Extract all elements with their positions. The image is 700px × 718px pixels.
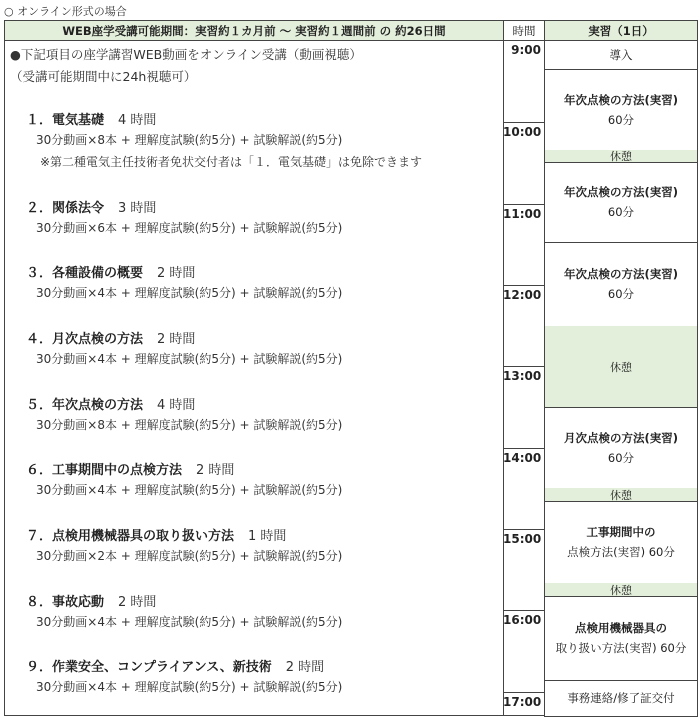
time-divider bbox=[503, 285, 545, 286]
slot-text: 60分 bbox=[607, 450, 635, 465]
practice-slot bbox=[544, 407, 698, 489]
subject-hours: 1 時間 bbox=[248, 529, 287, 544]
subject-hours: 4 時間 bbox=[157, 398, 196, 413]
time-label: 17:00 bbox=[503, 695, 542, 709]
subject-title bbox=[26, 262, 195, 281]
time-header: 時間 bbox=[503, 20, 545, 41]
subject-name: １．電気基礎 bbox=[26, 113, 105, 128]
time-divider bbox=[503, 448, 545, 449]
time-divider bbox=[503, 692, 545, 693]
practice-slot bbox=[544, 680, 698, 717]
time-label: 10:00 bbox=[503, 125, 542, 139]
subject-detail: 30分動画×8本 + 理解度試験(約5分) + 試験解説(約5分) bbox=[36, 133, 343, 147]
subject-name: ２．関係法令 bbox=[26, 201, 105, 216]
time-divider bbox=[503, 122, 545, 123]
slot-text: 休憩 bbox=[610, 360, 632, 374]
subject-title bbox=[26, 525, 286, 544]
time-label: 14:00 bbox=[503, 451, 542, 465]
time-divider bbox=[503, 366, 545, 367]
practice-header: 実習（1日） bbox=[544, 20, 698, 41]
time-divider bbox=[503, 204, 545, 205]
time-label: 9:00 bbox=[511, 43, 541, 57]
subject-detail: 30分動画×4本 + 理解度試験(約5分) + 試験解説(約5分) bbox=[36, 615, 343, 629]
slot-text: 60分 bbox=[607, 287, 635, 301]
time-label: 16:00 bbox=[503, 613, 542, 627]
practice-slot bbox=[544, 501, 698, 584]
time-divider bbox=[503, 529, 545, 530]
intro-line-1: ●下記項目の座学講習WEB動画をオンライン受講（動画視聴） bbox=[10, 47, 362, 62]
period-header: WEB座学受講可能期間：実習約１カ月前 ～ 実習約１週間前 の 約26日間 bbox=[4, 20, 504, 41]
intro-line-2: （受講可能期間中に24h視聴可） bbox=[10, 69, 197, 84]
subject-name: ３．各種設備の概要 bbox=[26, 266, 144, 281]
subject-hours: 4 時間 bbox=[118, 113, 157, 128]
subject-detail: 30分動画×2本 + 理解度試験(約5分) + 試験解説(約5分) bbox=[36, 549, 343, 563]
slot-text: 60分 bbox=[607, 205, 635, 219]
subject-name: ７．点検用機械器具の取り扱い方法 bbox=[26, 529, 235, 544]
subject-note: ※第二種電気主任技術者免状交付者は「１．電気基礎」は免除できます bbox=[40, 155, 423, 169]
slot-text: 点検方法(実習) 60分 bbox=[567, 545, 675, 559]
slot-text: 月次点検の方法(実習) bbox=[563, 430, 678, 445]
practice-slot bbox=[544, 596, 698, 681]
subject-title bbox=[26, 656, 324, 675]
slot-text: 休憩 bbox=[610, 150, 632, 163]
subject-name: ５．年次点検の方法 bbox=[26, 398, 144, 413]
slot-text: 年次点検の方法(実習) bbox=[563, 92, 678, 107]
subject-name: ４．月次点検の方法 bbox=[26, 332, 144, 347]
time-label: 11:00 bbox=[503, 207, 542, 221]
slot-text: 工事期間中の bbox=[586, 525, 656, 539]
slot-text: 取り扱い方法(実習) 60分 bbox=[555, 641, 687, 655]
subject-hours: 2 時間 bbox=[157, 266, 196, 281]
subject-title bbox=[26, 109, 156, 128]
time-label: 13:00 bbox=[503, 369, 542, 383]
subject-title bbox=[26, 197, 156, 216]
practice-slot bbox=[544, 40, 698, 70]
subject-name: ６．工事期間中の点検方法 bbox=[26, 463, 183, 478]
subject-title bbox=[26, 591, 156, 610]
slot-text: 休憩 bbox=[610, 583, 632, 597]
subject-name: ９．作業安全、コンプライアンス、新技術 bbox=[26, 660, 272, 675]
subject-detail: 30分動画×4本 + 理解度試験(約5分) + 試験解説(約5分) bbox=[36, 286, 343, 300]
slot-text: 点検用機械器具の bbox=[575, 621, 667, 635]
subject-hours: 2 時間 bbox=[285, 660, 325, 675]
subject-hours: 2 時間 bbox=[118, 595, 157, 610]
subject-detail: 30分動画×4本 + 理解度試験(約5分) + 試験解説(約5分) bbox=[36, 680, 343, 694]
practice-slot bbox=[544, 69, 698, 151]
time-label: 15:00 bbox=[503, 532, 542, 546]
time-label: 12:00 bbox=[503, 288, 542, 302]
subject-hours: 2 時間 bbox=[196, 463, 235, 478]
subject-detail: 30分動画×4本 + 理解度試験(約5分) + 試験解説(約5分) bbox=[36, 352, 343, 366]
page-title: ○ オンライン形式の場合 bbox=[4, 5, 127, 18]
slot-text: 60分 bbox=[607, 112, 635, 127]
subject-name: ８．事故応動 bbox=[26, 595, 105, 610]
practice-slot bbox=[544, 162, 698, 243]
slot-text: 導入 bbox=[609, 47, 633, 62]
break-slot bbox=[544, 326, 698, 408]
subject-detail: 30分動画×8本 + 理解度試験(約5分) + 試験解説(約5分) bbox=[36, 418, 343, 432]
slot-text: 事務連絡/修了証交付 bbox=[567, 691, 675, 705]
practice-slot bbox=[544, 242, 698, 327]
subject-detail: 30分動画×6本 + 理解度試験(約5分) + 試験解説(約5分) bbox=[36, 221, 343, 235]
break-slot bbox=[544, 583, 698, 597]
subject-title bbox=[26, 394, 195, 413]
subject-detail: 30分動画×4本 + 理解度試験(約5分) + 試験解説(約5分) bbox=[36, 483, 343, 497]
slot-text: 年次点検の方法(実習) bbox=[563, 185, 678, 199]
time-divider bbox=[503, 610, 545, 611]
subject-hours: 3 時間 bbox=[118, 201, 157, 216]
break-slot bbox=[544, 488, 698, 502]
slot-text: 年次点検の方法(実習) bbox=[563, 267, 678, 281]
subject-hours: 2 時間 bbox=[157, 332, 196, 347]
subject-title bbox=[26, 328, 195, 347]
subject-title bbox=[26, 459, 234, 478]
slot-text: 休憩 bbox=[610, 488, 632, 502]
